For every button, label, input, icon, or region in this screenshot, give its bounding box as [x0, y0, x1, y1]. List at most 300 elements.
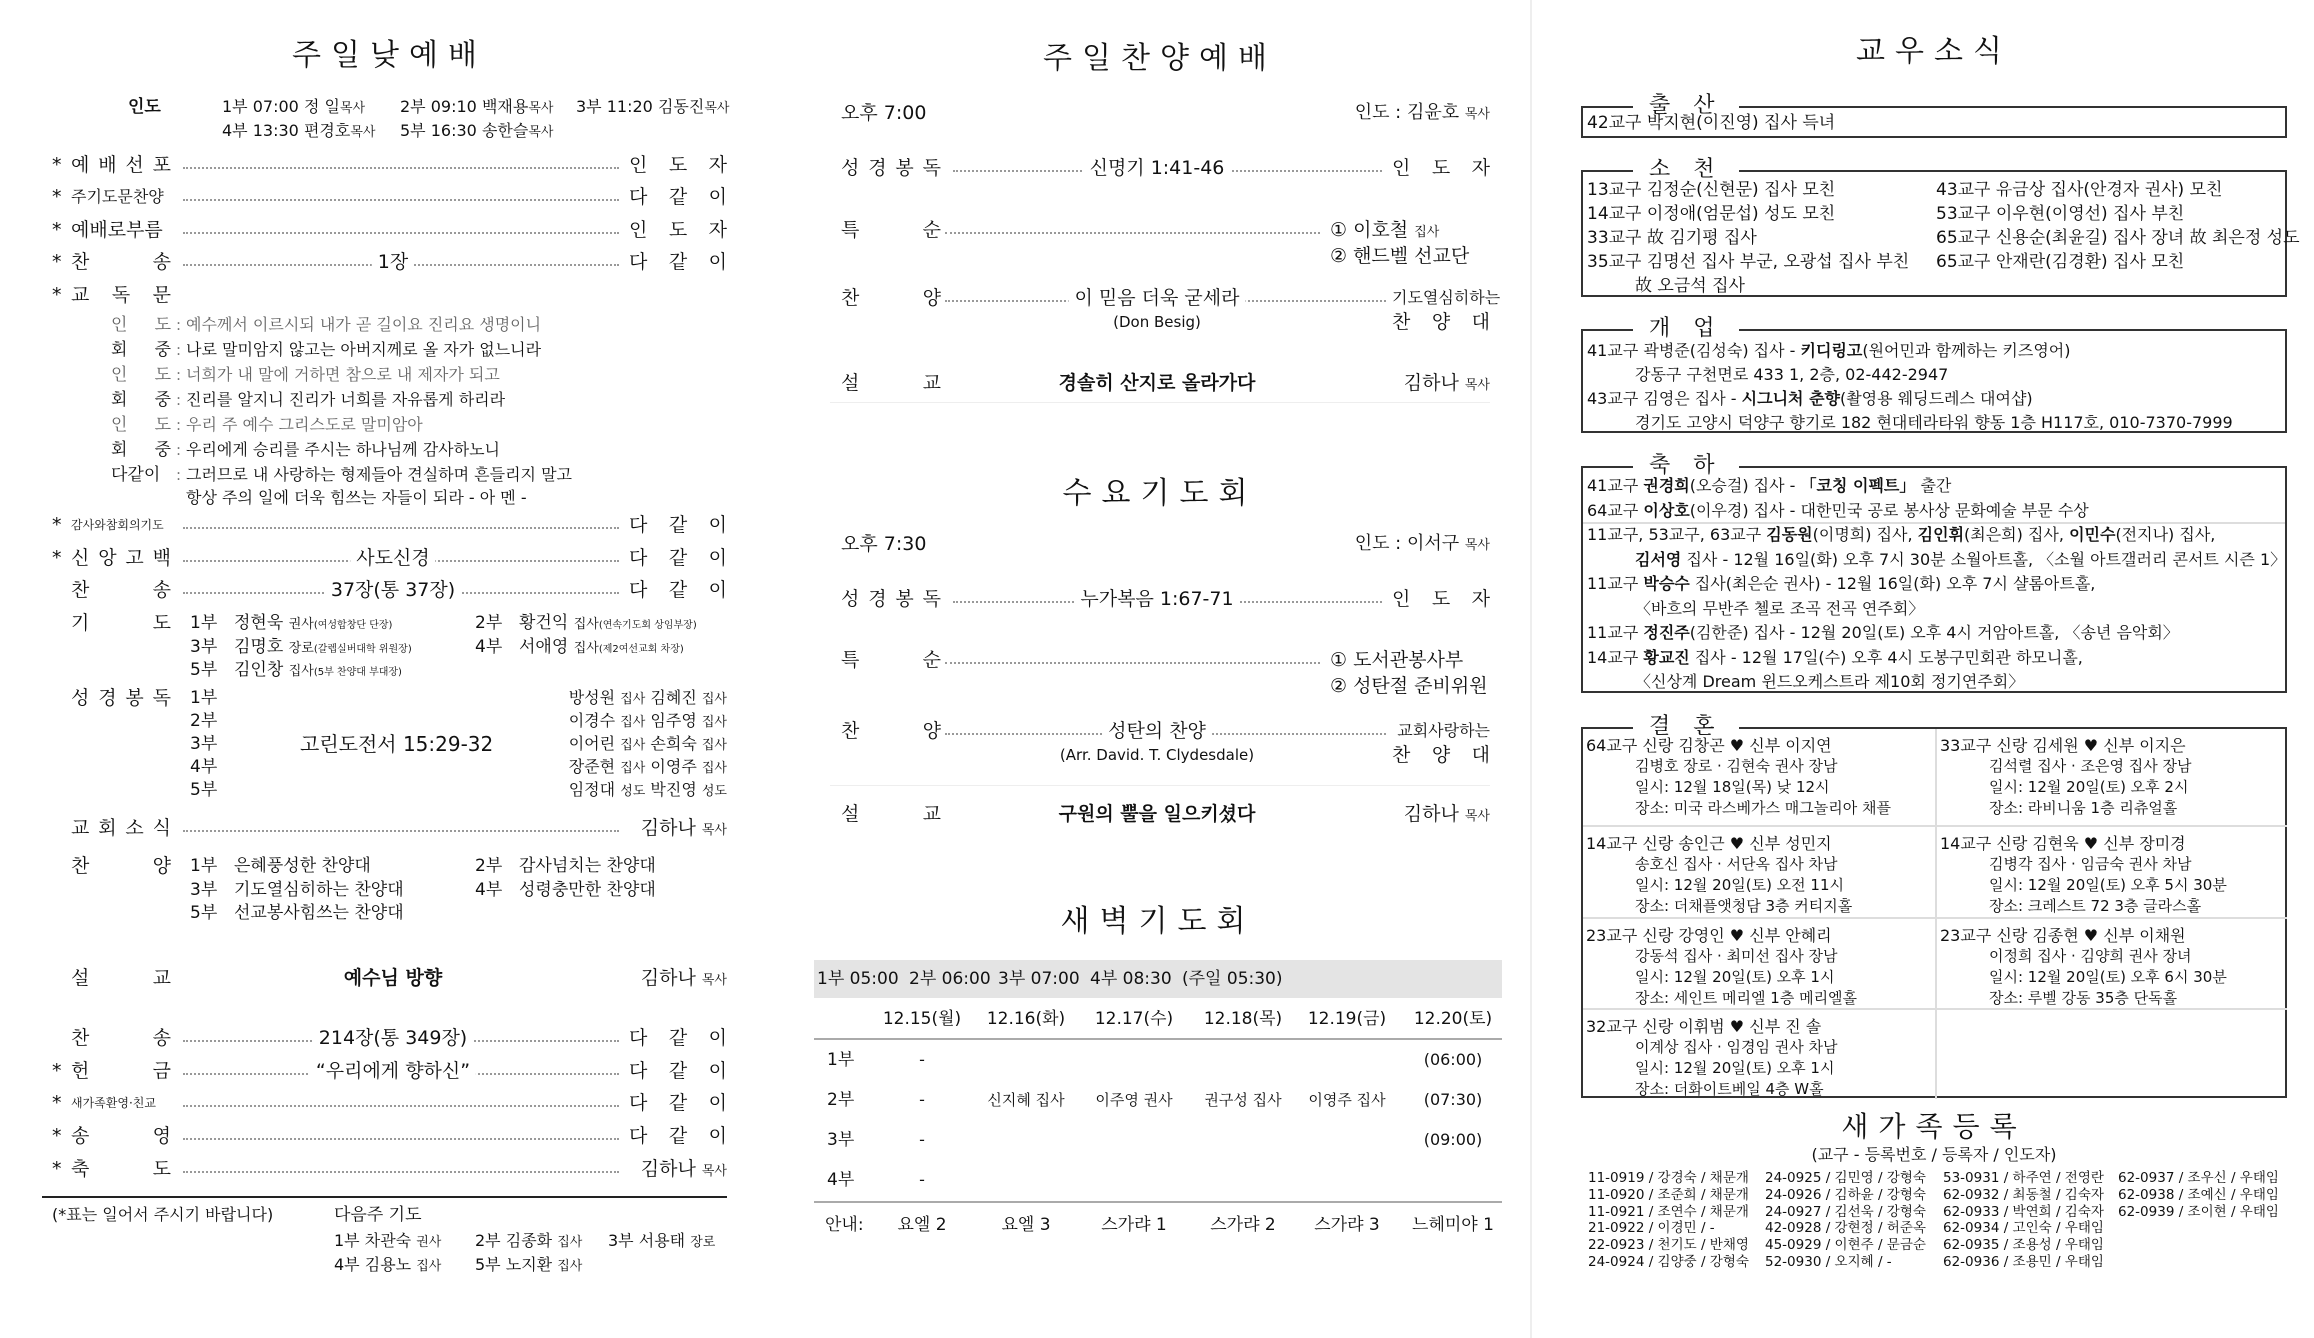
- news-line: [1587, 523, 2215, 547]
- news-line: [1587, 474, 1951, 498]
- order-label: 신 앙 고 백: [71, 547, 171, 569]
- leader-label: 인도: [128, 97, 161, 117]
- reader-name: 방성원: [568, 688, 616, 707]
- news-text: 〈바흐의 무반주 첼로 조곡 전곡 연주회〉: [1635, 598, 1925, 618]
- wedding-place: 장소: 더채플앳청담 3층 커티지홀: [1635, 897, 1853, 915]
- death-section: [1581, 157, 2300, 297]
- prayer-role: 권사: [416, 1235, 442, 1250]
- prayer-part: 2부: [475, 1231, 501, 1250]
- sermon-title: 경솔히 산지로 올라가다: [1053, 371, 1262, 395]
- order-content: 37장(통 37장): [325, 578, 461, 602]
- news-text: 출간: [1915, 476, 1952, 495]
- section-title: 축 하: [1633, 452, 1739, 480]
- responsive-text: 우리에게 승리를 주시는 하나님께 감사하노니: [186, 440, 501, 459]
- choir-part: 1부: [190, 856, 218, 876]
- order-label: 찬 송: [71, 251, 171, 273]
- responsive-text: 너희가 내 말에 거하면 참으로 내 제자가 되고: [186, 365, 500, 384]
- service-time: 3부 11:20: [576, 97, 653, 116]
- choir-name: 찬 양 대: [1386, 310, 1490, 334]
- dawn-time: 1부 05:00: [817, 969, 899, 989]
- guide-passage: 스가랴 2: [1210, 1215, 1276, 1235]
- news-line: 35교구 김명선 집사 부군, 오광섭 집사 부친: [1587, 252, 1910, 272]
- new-family-entry: 42-0928 / 강현정 / 허준옥: [1765, 1220, 1926, 1237]
- table-rule: [814, 1038, 1502, 1040]
- preacher-name: 김하나: [1403, 372, 1459, 394]
- responsive-text: 그러므로 내 사랑하는 형제들아 견실하며 흔들리지 말고: [186, 465, 573, 484]
- news-line: [1635, 670, 2024, 694]
- order-label: 찬 송: [71, 1027, 171, 1049]
- order-label: 특 순: [841, 649, 941, 671]
- reader-name: 장준현: [568, 757, 616, 776]
- news-line: 33교구 故 김기평 집사: [1587, 228, 1757, 248]
- colon: :: [176, 316, 182, 334]
- dawn-leader: 이주영 권사: [1095, 1088, 1172, 1112]
- highlight-name: 김동원: [1766, 525, 1813, 544]
- anthem-composer: (Arr. David. T. Clydesdale): [1054, 743, 1260, 767]
- guide-passage: 요엘 3: [1001, 1215, 1051, 1235]
- order-label: 주기도문찬양: [71, 187, 164, 206]
- prayer-part: 3부: [608, 1231, 634, 1250]
- order-leader: 다 같 이: [623, 513, 727, 537]
- wedding-card: [1583, 919, 1935, 1010]
- new-family-legend: (교구 - 등록번호 / 등록자 / 인도자): [1805, 1143, 2062, 1167]
- service-leader: 송한슬: [481, 121, 529, 140]
- order-leader: 다 같 이: [623, 1059, 727, 1083]
- order-label: 찬 송: [71, 579, 171, 601]
- column-divider: [1530, 0, 1532, 1338]
- new-family-entry: 11-0919 / 강경숙 / 채문개: [1588, 1170, 1749, 1186]
- wedding-card: [1935, 827, 2287, 919]
- news-title: 교우소식: [1856, 34, 2012, 69]
- reader-role: 집사: [701, 761, 727, 776]
- dawn-leader: 권구성 집사: [1204, 1088, 1281, 1112]
- required-standing-mark: *: [52, 251, 62, 273]
- wedding-section: [1581, 714, 2287, 1098]
- page-title: 주일낮예배: [292, 38, 487, 73]
- sermon-preacher: [641, 966, 727, 993]
- prayer-name: 김용노: [364, 1255, 412, 1274]
- reader-name: 박진영: [650, 780, 697, 799]
- footer-divider: [42, 1196, 727, 1198]
- wedding-couple: 64교구 신랑 김창곤 ♥ 신부 이지연: [1586, 736, 1832, 755]
- leader-role: 목사: [704, 101, 730, 116]
- required-standing-mark: *: [52, 154, 62, 176]
- highlight-name: 키디링고: [1800, 341, 1863, 360]
- order-label: 설 교: [71, 967, 171, 989]
- choir-name: 은혜풍성한 찬양대: [234, 856, 371, 876]
- news-text: (오승걸) 집사 -: [1689, 476, 1801, 495]
- table-rule: [814, 1201, 1502, 1203]
- order-leader: 다 같 이: [623, 1026, 727, 1050]
- news-divider: [1583, 522, 2285, 524]
- order-label: 감사와참회의기도: [71, 518, 164, 532]
- choir-name: 감사넘치는 찬양대: [519, 856, 656, 876]
- service-leader: 정 일: [303, 97, 340, 116]
- highlight-name: 이상호: [1643, 500, 1690, 520]
- news-text: (촬영용 웨딩드레스 대여샵): [1839, 389, 2033, 408]
- wedding-card: [1935, 919, 2287, 1010]
- colon: :: [176, 466, 182, 484]
- leader-role: 목사: [1464, 538, 1490, 553]
- service-leader: 백재용: [481, 97, 529, 116]
- preacher-name: 김하나: [640, 967, 696, 989]
- wedding-card: [1935, 729, 2287, 827]
- section-divider: [830, 402, 1490, 403]
- order-label: 축 도: [71, 1158, 171, 1180]
- choir-name: 기도열심히하는: [1386, 286, 1490, 310]
- responsive-speaker: 인 도: [111, 365, 171, 385]
- responsive-text: 예수께서 이르시되 내가 곧 길이요 진리요 생명이니: [186, 315, 542, 334]
- news-text: 집사(최은순 권사) - 12월 16일(화) 오후 7시 샬롬아트홀,: [1689, 574, 2096, 593]
- highlight-name: 김서영: [1635, 549, 1682, 569]
- news-line: 65교구 안재란(김경환) 집사 모친: [1936, 252, 2185, 272]
- anthem-composer: (Don Besig): [1107, 310, 1207, 334]
- leader-role: 목사: [701, 823, 727, 838]
- wedding-parents: 송호신 집사 · 서단옥 집사 차남: [1635, 855, 1838, 873]
- readers: [569, 778, 727, 804]
- required-standing-mark: *: [52, 1092, 62, 1114]
- sermon-preacher: [1404, 371, 1490, 398]
- order-content: 누가복음 1:67-71: [1074, 587, 1239, 611]
- standing-footnote: (*표는 일어서 주시기 바랍니다): [52, 1205, 274, 1224]
- prayer-role: 집사: [557, 1235, 583, 1250]
- section-title: 결 혼: [1633, 713, 1739, 741]
- news-line: [1587, 499, 2089, 523]
- dawn-leader: -: [919, 1048, 925, 1072]
- order-leader: 다 같 이: [623, 578, 727, 602]
- news-line: [1587, 339, 2071, 363]
- new-family-entry: 62-0932 / 최동철 / 김숙자: [1943, 1186, 2104, 1203]
- required-standing-mark: *: [52, 1125, 62, 1147]
- section-divider: [830, 785, 1490, 786]
- service-time: 2부 09:10: [400, 97, 477, 116]
- order-leader: 다 같 이: [623, 1124, 727, 1148]
- order-label: 찬 양: [841, 720, 941, 742]
- service-leader: [1355, 532, 1490, 558]
- dawn-leader: (06:00): [1424, 1048, 1483, 1072]
- preacher-role: 목사: [1464, 809, 1490, 824]
- required-standing-mark: *: [52, 284, 62, 306]
- highlight-name: 시그니처 춘향: [1741, 389, 1840, 408]
- leader-role: 목사: [339, 101, 366, 116]
- order-leader: 인 도 자: [623, 218, 727, 242]
- new-family-entry: 62-0939 / 조이현 / 우태임: [2118, 1203, 2279, 1220]
- reader-role: 집사: [701, 738, 727, 753]
- news-line: [1635, 597, 1924, 621]
- leader-role: 목사: [1464, 107, 1490, 122]
- new-family-entry: 62-0935 / 조용성 / 우태임: [1943, 1237, 2104, 1254]
- colon: :: [176, 391, 182, 409]
- order-leader: 다 같 이: [623, 546, 727, 570]
- guide-passage: 스가랴 3: [1314, 1215, 1380, 1235]
- responsive-speaker: 회 중: [111, 340, 171, 360]
- order-leader: 인 도 자: [1386, 587, 1490, 611]
- required-standing-mark: *: [52, 219, 62, 241]
- prayer-part: 4부: [334, 1255, 360, 1274]
- next-prayer-item: [475, 1229, 582, 1255]
- service-time: 오후 7:00: [841, 102, 927, 124]
- prayer-leader: [519, 635, 684, 662]
- dawn-time: 2부 06:00: [909, 969, 991, 989]
- wedding-couple: 32교구 신랑 이휘범 ♥ 신부 진 솔: [1586, 1017, 1822, 1036]
- news-text: 11교구: [1587, 623, 1644, 642]
- order-label: 송 영: [71, 1125, 171, 1147]
- wedding-couple: 23교구 신랑 강영인 ♥ 신부 안혜리: [1586, 926, 1832, 945]
- news-text: (이우경) 집사 - 대한민국 공로 봉사상 문화예술 부문 수상: [1689, 500, 2089, 520]
- service-time-item: [400, 95, 553, 121]
- news-text: 11교구: [1587, 574, 1644, 593]
- dotted-leader: [183, 830, 619, 832]
- required-standing-mark: *: [52, 514, 62, 536]
- guide-label: 안내:: [825, 1215, 864, 1235]
- dotted-leader: [183, 199, 619, 201]
- order-label: 특 순: [841, 219, 941, 241]
- preacher-name: 김하나: [1403, 803, 1459, 825]
- new-family-entry: 24-0926 / 김하윤 / 강형숙: [1765, 1186, 1926, 1203]
- next-prayer-item: [334, 1229, 441, 1255]
- required-standing-mark: *: [52, 186, 62, 208]
- leader-role: 목사: [701, 1164, 727, 1179]
- dotted-leader: [945, 662, 1320, 664]
- wedding-date: 일시: 12월 20일(토) 오후 2시: [1989, 778, 2189, 796]
- choir-part: 3부: [190, 880, 218, 900]
- order-label: 성 경 봉 독: [71, 687, 171, 709]
- section-title: 출 산: [1633, 92, 1739, 120]
- special-name: ② 성탄절 준비위원: [1330, 675, 1488, 697]
- prayer-part: 5부: [190, 660, 218, 680]
- colon: :: [176, 366, 182, 384]
- special-name: ① 이호철: [1330, 219, 1409, 241]
- news-text: (원어민과 함께하는 키즈영어): [1862, 341, 2071, 360]
- service-time-item: [222, 119, 375, 145]
- news-line: [1635, 411, 2233, 435]
- news-line: 43교구 유금상 집사(안경자 권사) 모친: [1936, 180, 2223, 200]
- wedding-card: [1583, 729, 1935, 827]
- new-family-entry: 62-0938 / 조예신 / 우태임: [2118, 1186, 2279, 1203]
- new-family-entry: 11-0920 / 조준희 / 채문개: [1588, 1186, 1749, 1203]
- dawn-leader: -: [919, 1088, 925, 1112]
- dotted-leader: [945, 232, 1320, 234]
- order-label: 교 회 소 식: [71, 817, 171, 839]
- wedding-place: 장소: 더화이트베일 4층 W홀: [1635, 1080, 1824, 1098]
- birth-section: [1581, 93, 2287, 138]
- responsive-text: 진리를 알지니 진리가 너희를 자유롭게 하리라: [186, 390, 506, 409]
- new-family-entry: 24-0925 / 김민영 / 강형숙: [1765, 1170, 1926, 1186]
- dawn-leader: (09:00): [1424, 1128, 1483, 1152]
- dawn-date: 12.18(목): [1203, 1009, 1283, 1029]
- special-item: [1330, 674, 1488, 701]
- news-line: 14교구 이정애(엄문섭) 성도 모친: [1587, 204, 1836, 224]
- prayer-leader: [234, 611, 392, 638]
- prayer-leader: [519, 611, 697, 638]
- news-line: [1635, 363, 1948, 387]
- responsive-text: 나로 말미암지 않고는 아버지께로 올 자가 없느니라: [186, 340, 542, 359]
- order-leader: [635, 1157, 727, 1184]
- highlight-name: 권경희: [1643, 476, 1690, 495]
- choir-part: 2부: [475, 856, 503, 876]
- special-item: [1330, 218, 1439, 245]
- reader-role: 집사: [620, 692, 646, 707]
- dawn-part: 2부: [827, 1090, 855, 1110]
- prayer-note: (연속기도회 상임부장): [598, 620, 697, 631]
- required-standing-mark: *: [52, 547, 62, 569]
- dotted-leader: [183, 232, 619, 234]
- prayer-name: 서용태: [638, 1231, 686, 1250]
- next-prayer-item: [608, 1229, 715, 1255]
- sermon-preacher: [1404, 802, 1490, 829]
- highlight-name: 정진주: [1643, 623, 1690, 642]
- dawn-leader: 신지혜 집사: [987, 1088, 1064, 1112]
- new-family-entry: 52-0930 / 오지혜 / -: [1765, 1254, 1892, 1270]
- new-family-entry: 22-0923 / 천기도 / 반채영: [1588, 1237, 1749, 1254]
- reader-role: 성도: [701, 784, 727, 799]
- dawn-leader: (07:30): [1424, 1088, 1483, 1112]
- service-title: 새벽기도회: [1060, 904, 1256, 939]
- dawn-times-band: [814, 960, 1502, 998]
- choir-name: 찬 양 대: [1386, 743, 1490, 767]
- next-prayer-item: [475, 1253, 582, 1279]
- wedding-place: 장소: 크레스트 72 3층 글라스홀: [1989, 897, 2202, 915]
- reader-role: 성도: [620, 784, 646, 799]
- reader-name: 이어린: [568, 734, 616, 753]
- order-leader: 다 같 이: [623, 1091, 727, 1115]
- reader-name: 임정대: [568, 780, 616, 799]
- service-leader: [1355, 101, 1490, 127]
- wedding-place: 장소: 라비니움 1층 리츄얼홀: [1989, 799, 2178, 817]
- news-line: 13교구 김정순(신현문) 집사 모친: [1587, 180, 1836, 200]
- highlight-name: 황교진: [1643, 647, 1690, 667]
- dawn-leader: -: [919, 1168, 925, 1192]
- responsive-speaker: 인 도: [111, 415, 171, 435]
- prayer-part: 3부: [190, 637, 218, 657]
- service-time-item: [222, 95, 365, 121]
- leader-name: 인도 : 이서구: [1354, 533, 1460, 554]
- news-line: [1587, 572, 2095, 596]
- dawn-part: 1부: [827, 1050, 855, 1070]
- wedding-parents: 이계상 집사 · 임경임 권사 차남: [1635, 1038, 1838, 1056]
- order-label: 찬 양: [71, 855, 171, 877]
- service-leader: 편경호: [303, 121, 351, 140]
- new-family-entry: 62-0936 / 조용민 / 우태임: [1943, 1254, 2104, 1270]
- reader-name: 이영주: [650, 757, 697, 776]
- wedding-couple: 33교구 신랑 김세원 ♥ 신부 이지은: [1940, 736, 2186, 755]
- highlight-name: 이민수: [2069, 525, 2116, 544]
- choir-name: 교회사랑하는: [1386, 719, 1490, 743]
- new-family-title: 새가족등록: [1841, 1110, 2027, 1143]
- choir-name: 선교봉사힘쓰는 찬양대: [234, 903, 404, 923]
- order-label: 성 경 봉 독: [841, 157, 941, 179]
- order-label: 설 교: [841, 372, 941, 394]
- dawn-date: 12.20(토): [1413, 1009, 1493, 1029]
- prayer-role: 장로: [288, 641, 314, 656]
- wedding-date: 일시: 12월 20일(토) 오전 11시: [1635, 876, 1845, 894]
- dawn-date: 12.16(화): [986, 1009, 1066, 1029]
- news-line: [1635, 548, 2286, 572]
- wedding-parents: 김병호 장로 · 김현숙 권사 장남: [1635, 757, 1838, 775]
- reader-role: 집사: [701, 692, 727, 707]
- choir-name: 성령충만한 찬양대: [519, 880, 656, 900]
- news-text: (이명희) 집사,: [1812, 525, 1918, 544]
- new-family-entry: 62-0934 / 고인숙 / 우태임: [1943, 1220, 2104, 1237]
- prayer-part: 4부: [475, 637, 503, 657]
- order-leader: 인 도 자: [1386, 156, 1490, 180]
- prayer-note: (5부 찬양대 부대장): [313, 667, 402, 678]
- order-content: 신명기 1:41-46: [1084, 156, 1231, 180]
- news-text: 14교구: [1587, 647, 1644, 667]
- new-family-entry: 24-0927 / 김선욱 / 강형숙: [1765, 1203, 1926, 1220]
- reader-name: 손희숙: [650, 734, 697, 753]
- guide-passage: 스가랴 1: [1101, 1215, 1167, 1235]
- order-content: “우리에게 향하신”: [310, 1059, 476, 1083]
- service-time: 오후 7:30: [841, 533, 927, 555]
- service-title: 수요기도회: [1062, 476, 1258, 511]
- prayer-role: 집사: [573, 641, 599, 656]
- service-time: 5부 16:30: [400, 121, 477, 140]
- wedding-place: 장소: 루벨 강동 35층 단독홀: [1989, 989, 2178, 1007]
- order-leader: 인 도 자: [623, 153, 727, 177]
- scripture-passage: 고린도전서 15:29-32: [300, 732, 494, 756]
- responsive-speaker: 다같이: [111, 465, 161, 485]
- wedding-card: [1583, 1010, 1935, 1099]
- prayer-name: 김명호: [234, 637, 284, 657]
- prayer-name: 차관숙: [364, 1231, 412, 1250]
- prayer-note: (여성합창단 단장): [313, 620, 393, 631]
- order-label: 예 배 선 포: [71, 154, 171, 176]
- dotted-leader: [183, 527, 619, 529]
- news-text: 〈신상계 Dream 윈드오케스트라 제10회 정기연주회〉: [1635, 672, 2025, 691]
- leader-role: 목사: [528, 125, 554, 140]
- news-text: 집사 - 12월 16일(화) 오후 7시 30분 소월아트홀, 〈소월 아트갤러리 콘서트 시즌 1〉: [1681, 549, 2287, 569]
- news-text: (전지나) 집사,: [2115, 525, 2216, 544]
- responsive-speaker: 회 중: [111, 440, 171, 460]
- order-leader: 다 같 이: [623, 185, 727, 209]
- service-leader: 김동진: [657, 97, 705, 116]
- prayer-name: 황건익: [519, 613, 569, 633]
- news-line: [1587, 621, 2179, 645]
- colon: :: [176, 441, 182, 459]
- special-item: [1330, 648, 1463, 675]
- order-content: 사도신경: [350, 546, 435, 570]
- reader-role: 집사: [620, 761, 646, 776]
- new-family-entry: 62-0937 / 조우신 / 우태임: [2118, 1170, 2279, 1186]
- highlight-name: 「코칭 이펙트」: [1800, 476, 1916, 495]
- dawn-date: 12.15(월): [882, 1009, 962, 1029]
- dotted-leader: [183, 1171, 619, 1173]
- new-family-entry: 62-0933 / 박연희 / 김숙자: [1943, 1203, 2104, 1220]
- required-standing-mark: *: [52, 1060, 62, 1082]
- wedding-date: 일시: 12월 20일(토) 오후 6시 30분: [1989, 968, 2227, 986]
- service-time: 4부 13:30: [222, 121, 299, 140]
- wedding-date: 일시: 12월 20일(토) 오후 1시: [1635, 968, 1835, 986]
- leader-name: 김하나: [640, 817, 696, 839]
- prayer-role: 집사: [557, 1259, 583, 1274]
- reader-role: 집사: [701, 715, 727, 730]
- new-family-entry: 45-0929 / 이현주 / 문금순: [1765, 1237, 1926, 1254]
- reader-role: 집사: [620, 738, 646, 753]
- order-label: 기 도: [71, 612, 171, 634]
- reading-part: 1부: [190, 688, 218, 708]
- reading-part: 4부: [190, 757, 218, 777]
- news-text: 11교구, 53교구, 63교구: [1587, 525, 1767, 544]
- reader-role: 집사: [620, 715, 646, 730]
- prayer-leader: [234, 658, 402, 685]
- order-label: 설 교: [841, 803, 941, 825]
- dawn-leader: -: [919, 1128, 925, 1152]
- news-text: 43교구 김영은 집사 -: [1587, 389, 1742, 408]
- wedding-parents: 김석렬 집사 · 조은영 집사 장남: [1989, 757, 2192, 775]
- service-title: 주일찬양예배: [1043, 41, 1277, 76]
- news-line: 65교구 신용순(최윤길) 집사 장녀 故 최은정 성도: [1936, 228, 2300, 248]
